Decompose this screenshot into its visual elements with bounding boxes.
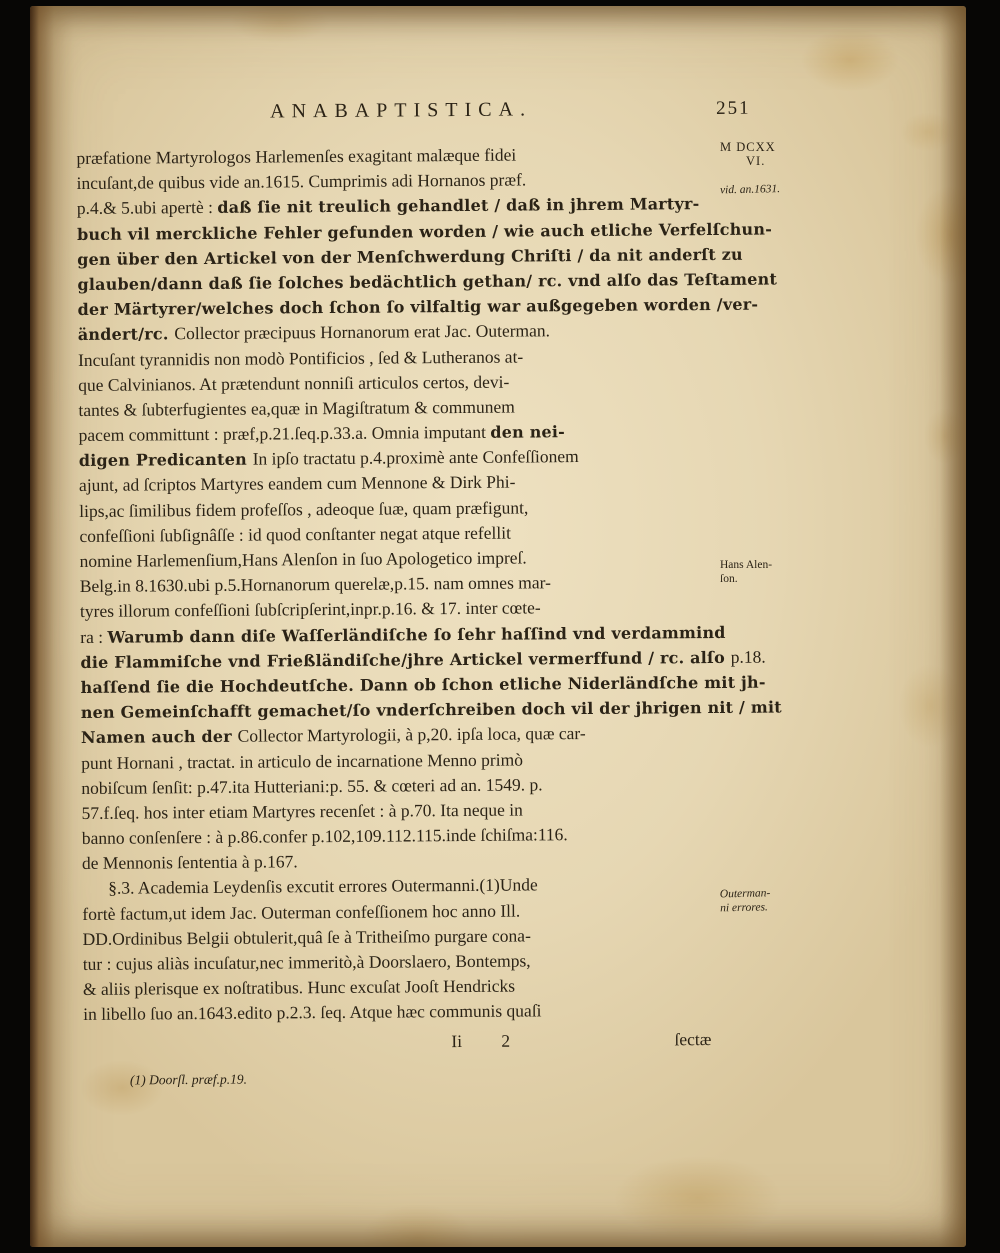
text-segment-roman: in libello ſuo an.1643.edito p.2.3. ſeq. Atque hæc communis quaſi: [83, 1000, 542, 1025]
text-segment-roman: Collector Martyrologii, à p,20. ipſa loca, quæ car-: [237, 723, 586, 747]
text-segment-roman: punt Hornani , tractat. in articulo de incarnatione Menno primò: [81, 749, 524, 773]
margin-note-hans-line1: Hans Alen-: [720, 559, 773, 571]
text-segment-fraktur: Namen auch der: [80, 727, 238, 748]
text-segment-roman: §.3. Academia Leydenſis excutit errores Outermanni.(1)Unde: [108, 874, 538, 899]
text-segment-fraktur: nen Gemeinſchafft gemachet/ſo vnderſchreiben doch vil der jhrigen nit / mit: [80, 697, 782, 723]
text-line: [83, 997, 733, 1027]
page-header: [76, 97, 751, 132]
text-segment-roman: nobiſcum ſenſit: p.47.ita Hutteriani:p. 55. & cœteri ad an. 1549. p.: [81, 774, 543, 798]
text-segment-roman: ra :: [80, 626, 108, 647]
margin-note-outerman-line1: Outerman-: [719, 887, 771, 901]
text-segment-roman: tur : cujus aliàs incuſatur,nec immeritò,à Doorslaero, Bontemps,: [82, 950, 531, 974]
text-segment-fraktur: der Märtyrer/welches doch ſchon ſo vilfaltig war außgegeben worden /ver-: [77, 294, 759, 320]
margin-note-reference-line1: vid. an.1631.: [719, 183, 781, 197]
text-segment-roman: 57.f.ſeq. hos inter etiam Martyres recenſet : à p.70. Ita neque in: [81, 799, 523, 823]
text-segment-fraktur: den nei-: [490, 422, 566, 442]
signature-line: [83, 1025, 733, 1056]
margin-note-outerman-line2: ni errores.: [720, 901, 768, 915]
signature-number: 2: [501, 1030, 511, 1051]
text-segment-fraktur: haſſend ſie die Hochdeutſche. Dann ob ſchon etliche Niderländſche mit jh-: [80, 672, 766, 697]
text-segment-roman: ajunt, ad ſcriptos Martyres eandem cum Mennone & Dirk Phi-: [78, 471, 516, 496]
text-segment-fraktur: digen Predicanten: [78, 449, 253, 471]
text-segment-fraktur: die Flammiſche vnd Frießländiſche/jhre Artickel vermerffund / rc. alſo: [80, 647, 731, 672]
text-segment-fraktur: glauben/dann daß ſie ſolches bedächtlich gethan/ rc. vnd alſo das Teſtament: [77, 269, 778, 294]
text-segment-roman: fortè factum,ut idem Jac. Outerman confeſſionem hoc anno Ill.: [82, 900, 521, 924]
margin-note-year-line2: VI.: [746, 154, 766, 168]
signature-mark: Ii: [451, 1030, 463, 1051]
text-segment-roman: que Calvinianos. At prætendunt nonniſi articulos certos, devi-: [78, 371, 510, 395]
text-segment-roman: tantes & ſubterfugientes ea,quæ in Magiſtratum & communem: [78, 396, 515, 420]
text-segment-fraktur: buch vil merckliche Fehler gefunden worden / wie auch etliche Verfelſchun-: [76, 219, 773, 244]
margin-note-year-line1: M DCXX: [720, 140, 776, 154]
margin-note-hans-alenson: [720, 558, 850, 586]
margin-note-year: [720, 140, 850, 168]
text-segment-roman: nomine Harlemenſium,Hans Alenſon in ſuo Apologetico impreſ.: [79, 547, 527, 571]
footnote: (1) Doorſl. præf.p.19.: [129, 1071, 248, 1088]
text-segment-roman: Incuſant tyrannidis non modò Pontificios , ſed & Lutheranos at-: [77, 345, 524, 370]
page-number: 251: [715, 97, 751, 119]
text-segment-roman: incuſant,de quibus vide an.1615. Cumprimis adi Hornanos præf.: [76, 169, 527, 194]
text-segment-roman: Belg.in 8.1630.ubi p.5.Hornanorum querelæ,p.15. nam omnes mar-: [79, 572, 551, 597]
text-segment-fraktur: daß ſie nit treulich gehandlet / daß in jhrem Martyr-: [217, 194, 700, 218]
text-segment-roman: tyres illorum confeſſioni ſubſcripſerint,inpr.p.16. & 17. inter cœte-: [79, 597, 541, 622]
text-segment-roman: p.18.: [730, 646, 766, 667]
text-segment-fraktur: ändert/rc.: [77, 324, 175, 345]
margin-note-outerman-errores: [720, 885, 851, 916]
text-segment-roman: In ipſo tractatu p.4.proximè ante Confeſſionem: [252, 446, 579, 469]
text-segment-fraktur: gen über den Artickel von der Menſchwerdung Chriſti / da nit anderſt zu: [77, 244, 743, 269]
text-segment-roman: pacem committunt : præf,p.21.ſeq.p.33.a. Omnia imputant: [78, 421, 491, 446]
catchword: ſectæ: [674, 1028, 712, 1049]
text-segment-roman: p.4.& 5.ubi apertè :: [76, 197, 218, 219]
margin-note-reference: [720, 181, 850, 198]
book-page: [30, 6, 966, 1247]
text-segment-roman: banno conſenſere : à p.86.confer p.102,109.112.115.inde ſchiſma:116.: [81, 824, 568, 849]
text-segment-roman: DD.Ordinibus Belgii obtulerit,quâ ſe à Tritheiſmo purgare cona-: [82, 925, 531, 949]
text-segment-fraktur: Warumb dann diſe Waſſerländiſche ſo ſehr haſſind vnd verdammind: [107, 622, 726, 647]
text-segment-roman: Collector præcipuus Hornanorum erat Jac. Outerman.: [174, 320, 551, 344]
margin-note-hans-line2: ſon.: [720, 573, 738, 585]
text-segment-roman: præfatione Martyrologos Harlemenſes exagitant malæque fidei: [76, 144, 517, 168]
text-segment-roman: confeſſioni ſubſignâſſe : id quod conſtanter negat atque refellit: [79, 522, 512, 546]
text-segment-roman: & aliis plerisque ex noſtratibus. Hunc excuſat Jooſt Hendricks: [82, 975, 516, 1000]
text-segment-roman: de Mennonis ſententia à p.167.: [81, 851, 298, 874]
running-title: ANABAPTISTICA.: [270, 98, 533, 123]
text-segment-roman: lips,ac ſimilibus fidem profeſſos , adeoque ſuæ, quam præfigunt,: [79, 497, 529, 521]
